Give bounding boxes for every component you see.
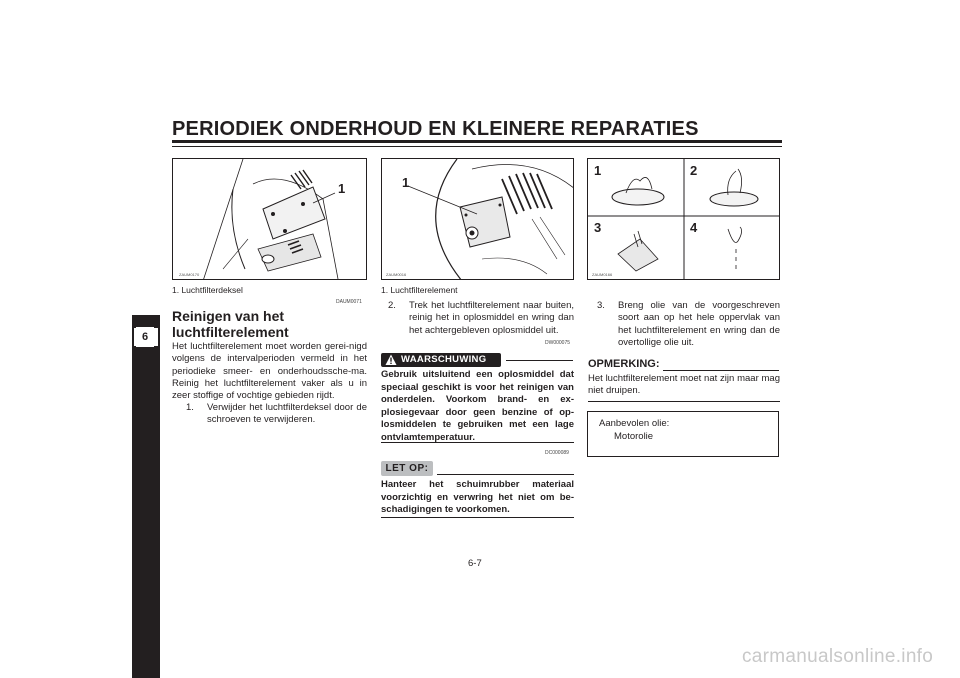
figure3-panel-2-label: 2 [690,163,698,178]
figure1-code: ZAUM0170 [179,272,200,277]
caution-ref-code: DC000089 [545,450,569,456]
chapter-tab-number: 6 [136,327,154,347]
step-2-number: 2. [388,300,396,311]
chapter-tab [132,315,160,678]
step-1-text: Verwijder het luchtfilterdeksel door de schroeven te verwijderen. [207,402,367,426]
step-3-number: 3. [597,300,605,311]
figure1-callout: 1 [338,181,346,196]
warning-ref-code: DW000075 [545,340,571,346]
figure2-code: ZAUM0016 [386,272,407,277]
figure3-panel-1-label: 1 [594,163,602,178]
warning-end-rule [381,442,574,443]
figure2-caption: 1. Luchtfilterelement [381,285,458,295]
figure2-callout: 1 [402,175,410,190]
note-end-rule [588,401,780,402]
watermark-text: carmanualsonline.info [742,646,934,667]
step-3-text: Breng olie van de voorgeschreven soort aan op het hele oppervlak van het luchtfilterelement en wring dan de overtollige olie uit. [618,300,780,348]
caution-end-rule [381,517,574,518]
header-rule-thin [172,146,782,147]
step-2-text: Trek het luchtfilterelement naar buiten, reinig het in oplosmiddel en wring dan het achtergebleven oplosmiddel uit. [409,300,574,336]
figure3-panel-3-label: 3 [594,220,602,235]
section-intro: Het luchtfilterelement moet worden gerei-nigd volgens de intervalperioden vermeld in het periodieke smeer- en onderhoudssche-ma. Reinig het luchtfilterelement vaker als u in zeer stoffige of vochtige gebieden rijdt. [172,341,367,402]
note-text: Het luchtfilterelement moet nat zijn maar mag niet druipen. [588,373,780,397]
page-header-title: PERIODIEK ONDERHOUD EN KLEINERE REPARATIES [172,118,699,140]
figure1-caption: 1. Luchtfilterdeksel [172,285,243,295]
figure-air-filter-element [381,158,574,280]
note-rule [663,370,779,371]
recommended-oil-label: Aanbevolen olie: [599,418,670,429]
section-ref-code: DAUM0071 [336,299,362,305]
step-1-number: 1. [186,402,194,413]
figure-air-filter-cover [172,158,367,280]
warning-badge: WAARSCHUWING [381,353,501,367]
scooter-side-illustration [173,159,367,280]
oil-steps-illustration [588,159,780,280]
filter-element-illustration [382,159,574,280]
caution-rule [437,474,574,475]
figure3-code: ZAUM0166 [592,272,613,277]
figure3-panel-4-label: 4 [690,220,698,235]
recommended-oil-value: Motorolie [614,431,654,442]
figure-oil-steps [587,158,780,280]
caution-badge: LET OP: [381,461,433,476]
section-title: Reinigen van het luchtfilterelement [172,308,289,340]
warning-rule [506,360,573,361]
page-number: 6-7 [468,558,482,569]
warning-triangle-icon [385,354,397,366]
warning-text: Gebruik uitsluitend een oplosmiddel dat speciaal geschikt is voor het reinigen van onderdelen. Voorkom brand- en ex-plosiegevaar door geen benzine of op-losmiddelen te gebruiken met een lage ontvlamtemperatuur. [381,369,574,443]
header-rule [172,140,782,143]
caution-text: Hanteer het schuimrubber materiaal voorzichtig en verwring het niet om be-schadigingen te voorkomen. [381,479,574,515]
note-title: OPMERKING: [588,358,660,370]
